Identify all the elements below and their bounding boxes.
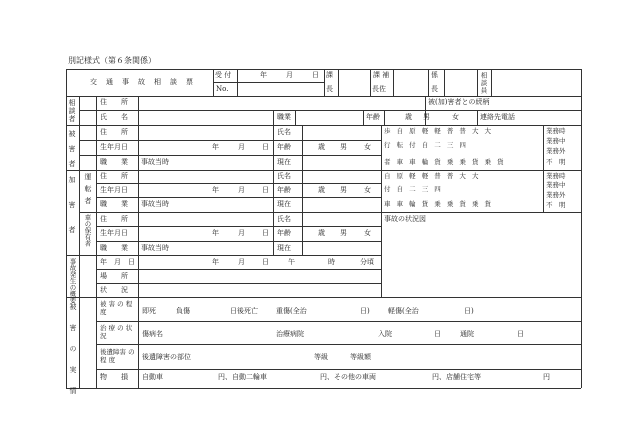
degree-minor: 軽傷(全治	[388, 307, 419, 315]
degree-serious: 重傷(全治	[276, 307, 307, 315]
victim-age-label: 年齢	[277, 143, 291, 151]
property-label: 物 損	[100, 373, 128, 381]
accident-pm: 午	[288, 258, 295, 266]
driver-address-label: 住 所	[100, 172, 128, 180]
degree-serious-days: 日)	[360, 307, 370, 315]
victim-age-unit: 歳	[318, 143, 325, 151]
driver-label: 運転者	[84, 173, 92, 209]
driver-name-label: 氏名	[277, 172, 291, 180]
driver-accident-time: 事故当時	[141, 200, 169, 208]
treatment-outpatient: 通院	[460, 330, 474, 338]
owner-male: 男	[340, 229, 347, 237]
driver-birth-label: 生年月日	[100, 186, 128, 194]
perpetrator-label: 加害者	[68, 176, 76, 251]
chosa-label: 長佐	[372, 85, 386, 93]
driver-job-label: 職 業	[100, 200, 128, 208]
owner-birth-day: 日	[262, 229, 269, 237]
treatment-injury: 傷病名	[142, 330, 163, 338]
accident-datetime-label: 年 月 日	[100, 258, 135, 266]
owner-age-label: 年齢	[277, 229, 291, 237]
driver-age-label: 年齢	[277, 186, 291, 194]
perpetrator-type-row-2: 付 自 二 三 四	[384, 185, 443, 193]
form-caption: 別記様式（第６条関係）	[68, 56, 156, 65]
perpetrator-status-2: 業務中	[546, 181, 566, 189]
accident-minute: 分頃	[360, 258, 374, 266]
accident-diagram-label: 事故の状況図	[384, 215, 426, 223]
damage-degree-label: 被 害 の 程 度	[100, 300, 139, 317]
victim-name-label: 氏名	[277, 128, 291, 136]
owner-job-label: 職 業	[100, 244, 128, 252]
owner-current: 現在	[277, 244, 291, 252]
relation-label: 被(加)害者との続柄	[428, 98, 490, 106]
treatment-label: 治 療 の 状 況	[100, 324, 139, 341]
treatment-outpatient-days: 日	[517, 330, 524, 338]
victim-current: 現在	[277, 158, 291, 166]
damage-label: 被害の実情	[69, 303, 77, 408]
property-building: 円、店舗住宅等	[432, 373, 481, 381]
owner-age-unit: 歳	[318, 229, 325, 237]
contact-label: 連絡先電話	[480, 113, 515, 121]
owner-birth-label: 生年月日	[100, 229, 128, 237]
victim-status-1: 業務時	[546, 127, 566, 135]
sodan-in-label: 相談員	[479, 72, 488, 95]
header-day: 日	[312, 71, 319, 79]
victim-type-row-3: 者 車 車 輪 貨 乗 乗 貨 乗 貨	[384, 158, 506, 166]
accident-situation-label: 状 況	[100, 286, 128, 294]
accident-day: 日	[262, 258, 269, 266]
accident-year: 年	[212, 258, 219, 266]
kakari-label: 係	[431, 71, 438, 79]
victim-birth-month: 月	[238, 143, 245, 151]
property-other-vehicle: 円、その他の車両	[320, 373, 376, 381]
treatment-hospital: 治療病院	[276, 330, 304, 338]
owner-address-label: 住 所	[100, 215, 128, 223]
uketsuke-label: 受 付	[215, 71, 232, 79]
kakari-cho-label: 長	[431, 85, 438, 93]
driver-birth-year: 年	[212, 186, 219, 194]
victim-status-4: 不 明	[546, 158, 566, 166]
accident-month: 月	[238, 258, 245, 266]
victim-label: 被害者	[68, 130, 76, 175]
perpetrator-status-3: 業務外	[546, 191, 566, 199]
perpetrator-type-row-1: 自 原 軽 軽 普 普 大 大	[384, 172, 481, 180]
driver-female: 女	[364, 186, 371, 194]
victim-birth-label: 生年月日	[100, 143, 128, 151]
victim-status-2: 業務中	[546, 137, 566, 145]
treatment-inpatient: 入院	[378, 330, 392, 338]
driver-birth-month: 月	[238, 186, 245, 194]
degree-death-after: 日後死亡	[230, 307, 258, 315]
owner-name-label: 氏名	[277, 215, 291, 223]
perpetrator-status-4: 不 明	[546, 201, 566, 209]
header-year: 年	[260, 71, 267, 79]
driver-male: 男	[340, 186, 347, 194]
aftereffect-part: 後遺障害の部位	[142, 353, 191, 361]
perpetrator-type-row-3: 車 車 輪 貨 乗 乗 貨 乗 貨	[384, 200, 494, 208]
treatment-inpatient-days: 日	[434, 330, 441, 338]
aftereffect-label: 後遺障害 の 程 度	[100, 348, 135, 365]
consultant-job-label: 職業	[277, 113, 291, 121]
victim-male: 男	[340, 143, 347, 151]
degree-sokushi: 即死	[142, 307, 156, 315]
consultant-male: 男	[423, 113, 430, 121]
victim-type-row-1: 歩 自 原 軽 軽 普 普 大 大	[384, 127, 494, 135]
consultant-age-label: 年齢	[366, 113, 380, 121]
degree-minor-days: 日)	[464, 307, 474, 315]
accident-place-label: 場 所	[100, 272, 128, 280]
degree-fusho: 負傷	[176, 307, 190, 315]
property-motorcycle: 円、自動二輪車	[218, 373, 267, 381]
form-title: 交 通 事 故 相 談 票	[90, 78, 194, 86]
consultant-address-label: 住 所	[100, 98, 128, 106]
victim-type-row-2: 行 転 付 自 二 三 四	[384, 141, 468, 149]
perpetrator-status-1: 業務時	[546, 172, 566, 180]
owner-birth-year: 年	[212, 229, 219, 237]
accident-hour: 時	[328, 258, 335, 266]
property-car: 自動車	[142, 373, 163, 381]
victim-job-label: 職 業	[100, 158, 128, 166]
victim-birth-day: 日	[262, 143, 269, 151]
aftereffect-grade: 等級	[314, 353, 328, 361]
ka-label: 課	[326, 71, 333, 79]
consultant-name-label: 氏 名	[100, 113, 128, 121]
owner-accident-time: 事故当時	[141, 244, 169, 252]
consultant-age-unit: 歳	[405, 113, 412, 121]
owner-birth-month: 月	[238, 229, 245, 237]
header-month: 月	[286, 71, 293, 79]
kaho-label: 課 補	[373, 71, 390, 79]
owner-female: 女	[364, 229, 371, 237]
property-yen-end: 円	[543, 373, 550, 381]
victim-address-label: 住 所	[100, 128, 128, 136]
victim-female: 女	[364, 143, 371, 151]
consultant-label: 相談者	[68, 99, 76, 123]
driver-current: 現在	[277, 200, 291, 208]
consultant-female: 女	[452, 113, 459, 121]
owner-label: 車の保有者	[83, 214, 92, 247]
victim-accident-time: 事故当時	[141, 158, 169, 166]
aftereffect-amount: 等級額	[350, 353, 371, 361]
accident-overview-label: 事故発生の概要	[68, 258, 77, 304]
victim-status-3: 業務外	[546, 147, 566, 155]
driver-age-unit: 歳	[318, 186, 325, 194]
driver-birth-day: 日	[262, 186, 269, 194]
number-label: No.	[216, 85, 229, 93]
cho-label: 長	[326, 85, 333, 93]
victim-birth-year: 年	[212, 143, 219, 151]
